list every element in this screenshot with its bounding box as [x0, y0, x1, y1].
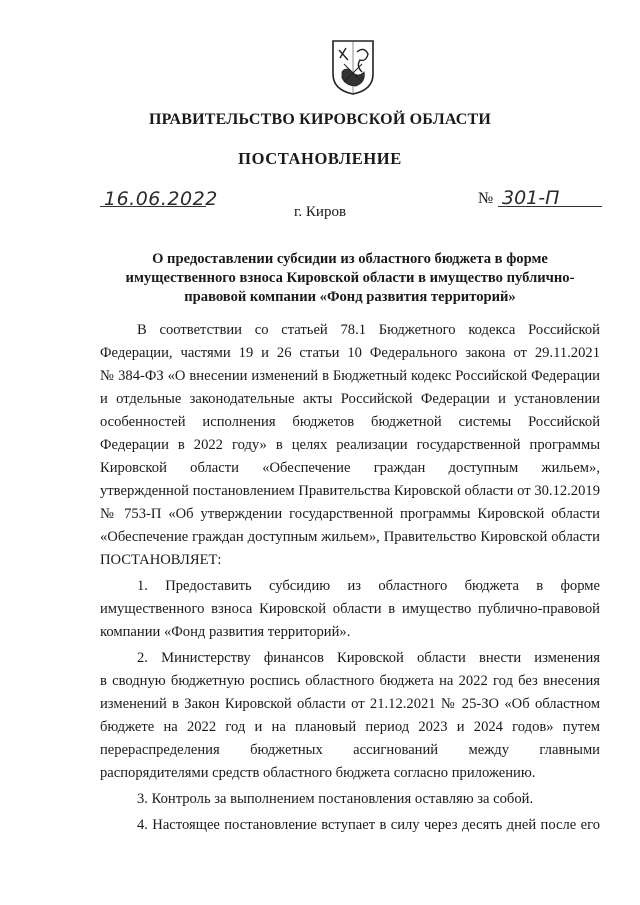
- item-1-line: 1. Предоставить субсидию из областного бюджета в форме: [137, 578, 600, 594]
- item-2-line: бюджете на 2022 год и на плановый период 2023 и 2024 годов» путем: [100, 719, 600, 735]
- preamble-line: В соответствии со статьей 78.1 Бюджетного кодекса Российской: [137, 322, 600, 338]
- item-2-line: перераспределения бюджетных ассигнований между главными: [100, 742, 600, 758]
- document-subject: [100, 250, 600, 307]
- preamble-line: особенностей исполнения бюджетов бюджетной системы Российской: [100, 414, 600, 430]
- document-date: 16.06.2022: [104, 188, 218, 210]
- city-label: г. Киров: [293, 204, 347, 220]
- item-1-line: компании «Фонд развития территорий».: [100, 624, 351, 640]
- preamble-line: Федерации, частями 19 и 26 статьи 10 Федерального закона от 29.11.2021: [100, 345, 600, 361]
- item-2-line: изменений в Закон Кировской области от 21.12.2021 № 25-ЗО «Об областном: [100, 696, 600, 712]
- subject-line: правовой компании «Фонд развития территорий»: [184, 289, 516, 305]
- item-1-line: имущественного взноса Кировской области в имущество публично-правовой: [100, 601, 600, 617]
- resolves-heading: ПОСТАНОВЛЯЕТ:: [100, 552, 222, 568]
- government-title: ПРАВИТЕЛЬСТВО КИРОВСКОЙ ОБЛАСТИ: [148, 111, 492, 128]
- preamble-line: Федерации в 2022 году» в целях реализации государственной программы: [100, 437, 600, 453]
- preamble-line: и отдельные законодательные акты Российской Федерации и установлении: [100, 391, 600, 407]
- item-2-line: распорядителями средств областного бюджета согласно приложению.: [100, 765, 536, 781]
- preamble-line: «Обеспечение граждан доступным жильем», Правительство Кировской области: [100, 529, 600, 545]
- preamble-line: № 753-П «Об утверждении государственной программы Кировской области: [100, 506, 600, 522]
- number-sign: №: [478, 190, 494, 207]
- subject-line: О предоставлении субсидии из областного бюджета в форме: [152, 251, 548, 267]
- preamble-line: утвержденной постановлением Правительства Кировской области от 30.12.2019: [100, 483, 600, 499]
- coat-of-arms-emblem: [330, 38, 376, 96]
- item-2-line: 2. Министерству финансов Кировской области внести изменения: [137, 650, 600, 666]
- item-3-line: 3. Контроль за выполнением постановления оставляю за собой.: [137, 791, 534, 807]
- item-2-line: в сводную бюджетную роспись областного бюджета на 2022 год без внесения: [100, 673, 600, 689]
- item-4-line: 4. Настоящее постановление вступает в силу через десять дней после его: [137, 817, 600, 833]
- subject-line: имущественного взноса Кировской области в имущество публично-: [125, 270, 575, 286]
- document-body: [100, 319, 600, 837]
- preamble-line: Кировской области «Обеспечение граждан доступным жильем»,: [100, 460, 600, 476]
- document-type-title: ПОСТАНОВЛЕНИЕ: [238, 149, 402, 168]
- document-number: 301-П: [502, 187, 560, 209]
- preamble-line: № 384-ФЗ «О внесении изменений в Бюджетный кодекс Российской Федерации: [100, 368, 600, 384]
